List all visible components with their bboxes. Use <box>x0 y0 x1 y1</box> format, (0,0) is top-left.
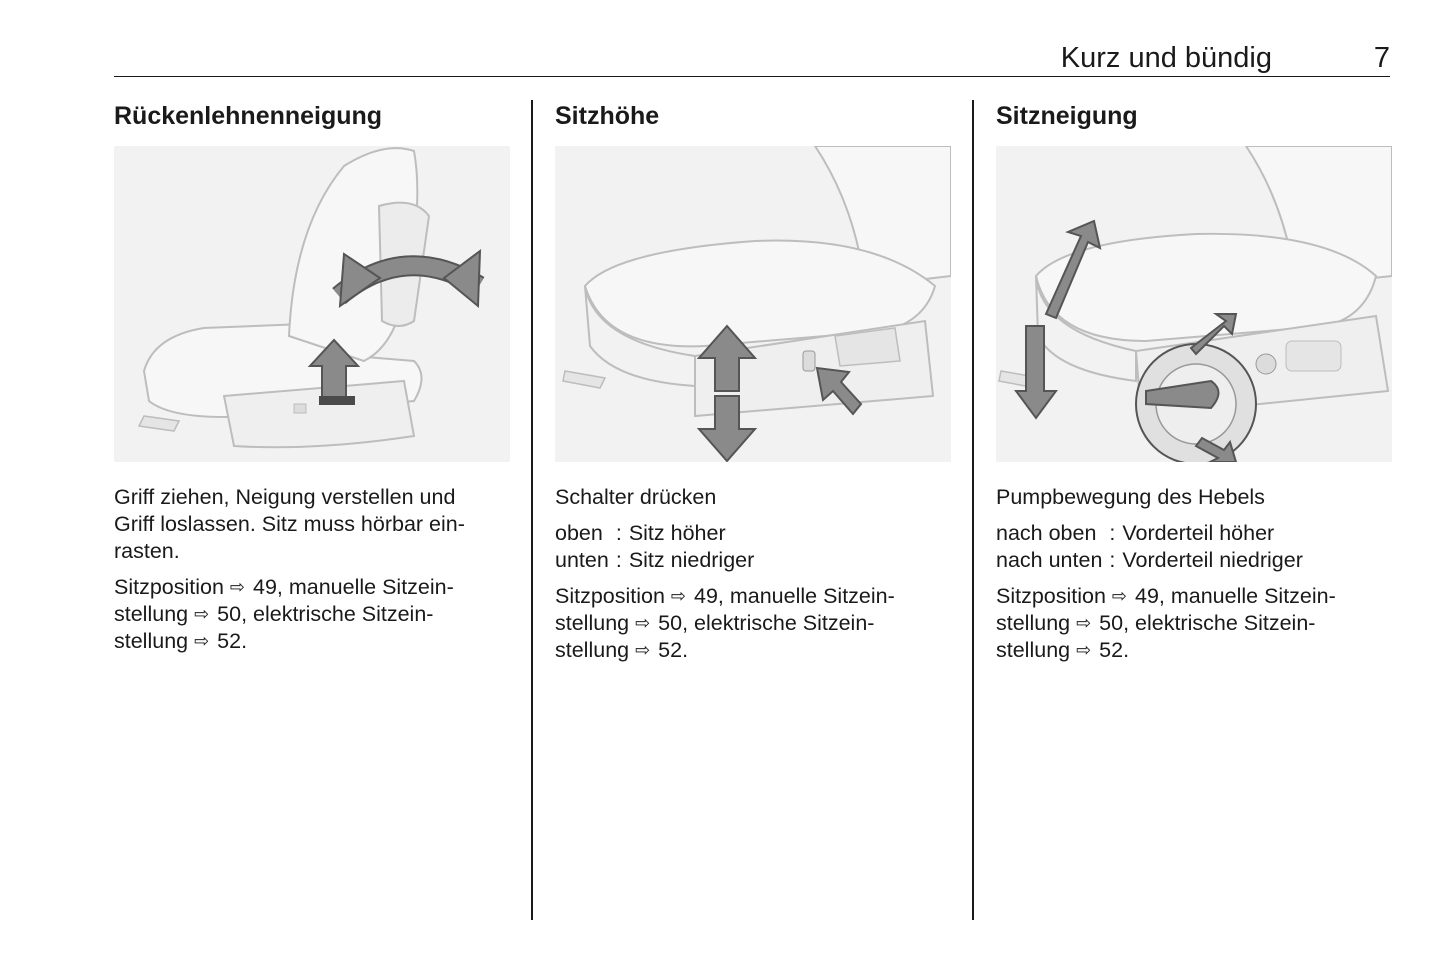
page-reference-arrow-icon[interactable]: ⇨ <box>194 604 210 624</box>
section-seat-tilt <box>996 100 1392 673</box>
ref-text: 52. <box>211 629 248 653</box>
seat-height-illustration <box>555 146 951 462</box>
ref-text: stellung <box>555 611 636 635</box>
option-value: Vorderteil höher <box>1122 521 1275 545</box>
page-reference-arrow-icon[interactable]: ⇨ <box>194 631 210 651</box>
option-value: Sitz niedriger <box>628 548 755 572</box>
column-divider <box>972 100 974 920</box>
section-backrest <box>114 100 510 664</box>
ref-text: 49, manuelle Sitzein- <box>1129 584 1336 608</box>
option-separator: : <box>615 521 622 545</box>
option-separator: : <box>1109 521 1116 545</box>
ref-text: 50, elektrische Sitzein- <box>652 611 875 635</box>
reference-text <box>114 574 510 655</box>
instruction-text: Schalter drücken <box>555 485 717 509</box>
option-list <box>996 520 1392 574</box>
ref-text: Sitzposition <box>996 584 1112 608</box>
header-title: Kurz und bündig <box>1060 42 1272 74</box>
option-key: nach oben <box>996 521 1097 545</box>
reference-text <box>996 583 1392 664</box>
page-reference-arrow-icon[interactable]: ⇨ <box>229 577 246 597</box>
ref-text: 49, manuelle Sitzein- <box>688 584 895 608</box>
option-key: oben <box>555 521 603 545</box>
option-key: unten <box>555 548 609 572</box>
ref-text: stellung <box>114 629 195 653</box>
option-list <box>555 520 951 574</box>
page-reference-arrow-icon[interactable]: ⇨ <box>635 640 651 660</box>
option-value: Vorderteil niedriger <box>1122 548 1303 572</box>
option-key: nach unten <box>996 548 1103 572</box>
option-separator: : <box>1109 548 1116 572</box>
page-header <box>114 40 1390 77</box>
ref-text: 50, elektrische Sitzein- <box>1093 611 1316 635</box>
page-reference-arrow-icon[interactable]: ⇨ <box>1111 586 1128 606</box>
section-title: Sitzneigung <box>996 102 1138 130</box>
text-line: rasten. <box>114 539 180 563</box>
ref-text: stellung <box>555 638 636 662</box>
ref-text: 50, elektrische Sitzein- <box>211 602 434 626</box>
text-line: Griff loslassen. Sitz muss hörbar ein- <box>114 512 465 536</box>
text-line: Griff ziehen, Neigung verstellen und <box>114 485 456 509</box>
seat-backrest-recline-illustration <box>114 146 510 462</box>
page-reference-arrow-icon[interactable]: ⇨ <box>1076 613 1092 633</box>
option-value: Sitz höher <box>628 521 726 545</box>
reference-text <box>555 583 951 664</box>
instruction-text <box>114 484 510 565</box>
ref-text: stellung <box>114 602 195 626</box>
section-title: Sitzhöhe <box>555 102 660 130</box>
ref-text: 52. <box>652 638 689 662</box>
ref-text: Sitzposition <box>555 584 671 608</box>
ref-text: 49, manuelle Sitzein- <box>247 575 454 599</box>
ref-text: stellung <box>996 638 1077 662</box>
option-separator: : <box>615 548 622 572</box>
instruction-text: Pumpbewegung des Hebels <box>996 485 1265 509</box>
page-number: 7 <box>1373 42 1390 74</box>
page-reference-arrow-icon[interactable]: ⇨ <box>635 613 651 633</box>
ref-text: Sitzposition <box>114 575 230 599</box>
ref-text: stellung <box>996 611 1077 635</box>
page-reference-arrow-icon[interactable]: ⇨ <box>1076 640 1092 660</box>
section-seat-height <box>555 100 951 673</box>
page-reference-arrow-icon[interactable]: ⇨ <box>670 586 687 606</box>
ref-text: 52. <box>1093 638 1130 662</box>
seat-tilt-illustration <box>996 146 1392 462</box>
section-title: Rückenlehnenneigung <box>114 102 383 130</box>
column-divider <box>531 100 533 920</box>
